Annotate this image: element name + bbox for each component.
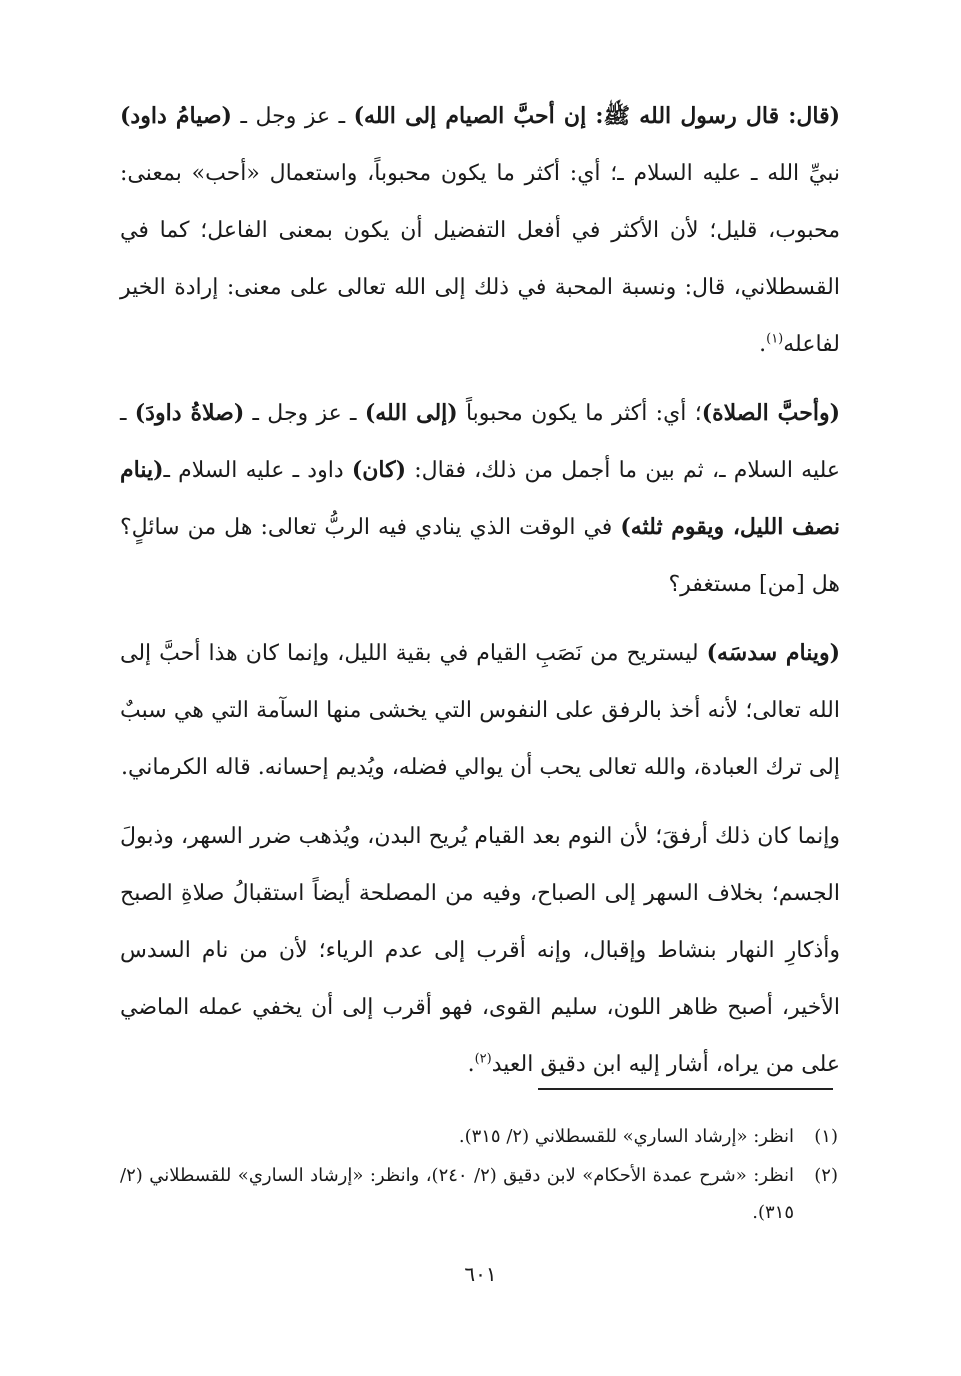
footnote-reference: (٢) (474, 1051, 492, 1067)
footnote-text: انظر: «إرشاد الساري» للقسطلاني (٢/ ٣١٥). (458, 1126, 794, 1147)
footnote-reference: (١) (766, 331, 784, 347)
main-text (120, 88, 840, 1105)
paragraph (120, 88, 840, 373)
text-segment: نبيِّ الله ـ عليه السلام ـ؛ أي: أكثر ما يكون محبوباً، واستعمال «أحب» بمعنى: محبوب، قليل؛ لأن الأكثر في أفعل التفضيل أن يكون بمعنى الفاعل؛ كما في القسطلاني، قال: ونسبة المحبة في ذلك إلى الله تعالى على معنى: إرادة الخير لفاعله (120, 161, 840, 357)
footnote-number: (١) (814, 1126, 838, 1147)
paragraph (120, 625, 840, 796)
paragraph (120, 385, 840, 613)
footnote (120, 1157, 838, 1231)
bold-quote: (كان) (351, 457, 406, 483)
text-segment: ليستريح من نَصَبِ القيام في بقية الليل، وإنما كان هذا أحبَّ إلى الله تعالى؛ لأنه أخذ بالرفق على النفوس التي يخشى منها السآمة التي هي سببٌ إلى ترك العبادة، والله تعالى يحب أن يوالي فضله، ويُديم إحسانه. قاله الكرماني. (120, 641, 840, 780)
footnote-number: (٢) (814, 1165, 838, 1186)
bold-quote: (صلاةُ داودَ) (134, 400, 245, 426)
footnote (120, 1118, 838, 1155)
text-segment: ؛ أي: أكثر ما يكون محبوباً (457, 401, 702, 426)
text-segment: في الوقت الذي ينادي فيه الربُّ تعالى: هل من سائلٍ؟ هل [من] مستغفر؟ (120, 515, 840, 597)
text-segment: ـ عليه السلام ـ، ثم بين ما أجمل من ذلك، فقال: (120, 401, 840, 483)
page-number: ٦٠١ (464, 1262, 497, 1286)
text-segment: . (467, 1052, 475, 1077)
text-segment: . (759, 332, 767, 357)
paragraph (120, 808, 840, 1093)
bold-quote: (وأحبَّ الصلاة) (701, 400, 840, 426)
bold-quote: (إلى الله) (364, 400, 458, 426)
text-segment: ـ عز وجل ـ (244, 401, 365, 426)
text-segment: داود ـ عليه السلام ـ (163, 458, 352, 483)
footnote-text: انظر: «شرح عمدة الأحكام» لابن دقيق (٢/ ٢٤٠)، وانظر: «إرشاد الساري» للقسطلاني (٢/ ٣١٥). (120, 1165, 794, 1223)
text-segment: ـ عز وجل ـ (231, 104, 354, 129)
text-segment: وإنما كان ذلك أرفقَ؛ لأن النوم بعد القيام يُريح البدن، ويُذهب ضرر السهر، وذبولَ الجسم؛ بخلاف السهر إلى الصباح، وفيه من المصلحة أيضاً استقبالُ صلاةِ الصبح وأذكارِ النهار بنشاط وإقبال، وإنه أقرب إلى عدم الرياء؛ لأن من نام السدس الأخير، أصبح ظاهر اللون، سليم القوى، فهو أقرب إلى أن يخفي عمله الماضي على من يراه، أشار إليه ابن دقيق العيد (120, 824, 840, 1077)
footnotes (120, 1118, 838, 1233)
bold-quote: (قال: قال رسول الله ﷺ: إن أحبَّ الصيام إلى الله) (353, 103, 841, 129)
bold-quote: (صيامُ داود) (120, 103, 232, 129)
bold-quote: (ينام نصف الليل، ويقوم ثلثه) (120, 457, 840, 540)
bold-quote: (وينام سدسَه) (706, 640, 840, 666)
footnote-separator (538, 1088, 833, 1090)
